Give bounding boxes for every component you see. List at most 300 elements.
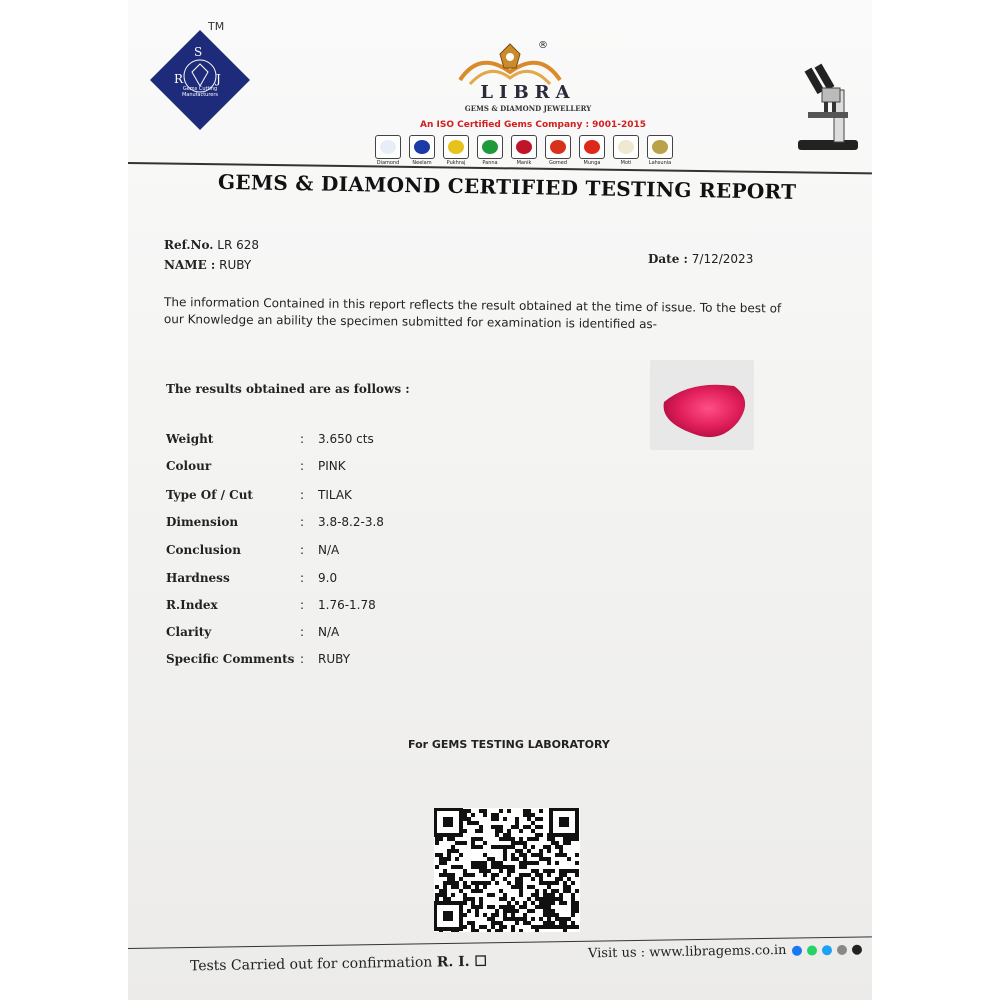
qr-module bbox=[539, 925, 543, 929]
qr-module bbox=[487, 917, 491, 921]
qr-module bbox=[531, 813, 535, 817]
qr-module bbox=[523, 813, 527, 817]
qr-module bbox=[491, 857, 495, 861]
qr-module bbox=[563, 929, 567, 932]
qr-module bbox=[515, 881, 519, 885]
qr-module bbox=[527, 885, 531, 889]
qr-module bbox=[511, 825, 515, 829]
qr-module bbox=[471, 925, 475, 929]
gem-icon-diamond bbox=[373, 135, 403, 166]
ref-value: LR 628 bbox=[217, 238, 260, 252]
qr-module bbox=[511, 857, 515, 861]
qr-module bbox=[447, 873, 451, 877]
qr-module bbox=[447, 881, 451, 885]
qr-module bbox=[479, 829, 483, 833]
gem-swatch bbox=[375, 135, 401, 159]
rsj-letter-r: R bbox=[174, 72, 184, 86]
qr-module bbox=[455, 849, 459, 853]
qr-module bbox=[535, 853, 539, 857]
qr-module bbox=[479, 837, 483, 841]
gem-icon-pukhraj bbox=[441, 135, 471, 166]
qr-module bbox=[507, 809, 511, 813]
qr-module bbox=[571, 905, 575, 909]
qr-module bbox=[459, 841, 463, 845]
rsj-letter-j: J bbox=[216, 72, 221, 86]
qr-module bbox=[563, 873, 567, 877]
qr-module bbox=[531, 829, 535, 833]
qr-module bbox=[503, 853, 507, 857]
qr-module bbox=[571, 881, 575, 885]
qr-module bbox=[499, 829, 503, 833]
qr-module bbox=[547, 837, 551, 841]
website-text: Visit us : www.libragems.co.in bbox=[587, 942, 787, 962]
qr-module bbox=[475, 865, 479, 869]
qr-module bbox=[491, 873, 495, 877]
qr-module bbox=[451, 877, 455, 881]
brand-name: LIBRA bbox=[480, 82, 576, 103]
qr-module bbox=[519, 929, 523, 932]
qr-module bbox=[471, 845, 475, 849]
qr-module bbox=[491, 817, 495, 821]
qr-module bbox=[559, 869, 563, 873]
qr-module bbox=[515, 877, 519, 881]
qr-module bbox=[455, 881, 459, 885]
qr-module bbox=[443, 857, 447, 861]
qr-module bbox=[539, 881, 543, 885]
qr-module bbox=[463, 901, 467, 905]
qr-module bbox=[443, 893, 447, 897]
qr-module bbox=[471, 837, 475, 841]
qr-module bbox=[523, 861, 527, 865]
qr-module bbox=[559, 873, 563, 877]
qr-module bbox=[491, 825, 495, 829]
qr-module bbox=[547, 893, 551, 897]
qr-module bbox=[547, 921, 551, 925]
qr-module bbox=[483, 869, 487, 873]
qr-module bbox=[479, 925, 483, 929]
qr-module bbox=[539, 825, 543, 829]
qr-module bbox=[491, 921, 495, 925]
qr-module bbox=[507, 845, 511, 849]
qr-module bbox=[511, 837, 515, 841]
qr-module bbox=[559, 845, 563, 849]
qr-module bbox=[563, 853, 567, 857]
qr-module bbox=[503, 877, 507, 881]
qr-module bbox=[471, 861, 475, 865]
qr-module bbox=[527, 837, 531, 841]
qr-module bbox=[519, 893, 523, 897]
qr-module bbox=[515, 909, 519, 913]
qr-module bbox=[499, 825, 503, 829]
qr-module bbox=[543, 857, 547, 861]
trademark: TM bbox=[208, 20, 225, 33]
tests-caption bbox=[190, 954, 487, 975]
qr-module bbox=[495, 861, 499, 865]
gem-icon-moti bbox=[611, 135, 641, 166]
qr-module bbox=[575, 837, 579, 841]
qr-module bbox=[435, 893, 439, 897]
qr-module bbox=[551, 837, 555, 841]
gem-icon-panna bbox=[475, 135, 505, 166]
qr-module bbox=[507, 865, 511, 869]
qr-module bbox=[443, 869, 447, 873]
qr-module bbox=[575, 873, 579, 877]
qr-module bbox=[447, 853, 451, 857]
facebook-icon bbox=[791, 945, 801, 955]
qr-module bbox=[495, 881, 499, 885]
gem-color-dot bbox=[584, 140, 600, 154]
qr-code bbox=[434, 808, 580, 932]
qr-module bbox=[483, 881, 487, 885]
qr-module bbox=[567, 841, 571, 845]
qr-module bbox=[571, 869, 575, 873]
qr-module bbox=[475, 829, 479, 833]
qr-module bbox=[451, 885, 455, 889]
qr-module bbox=[519, 873, 523, 877]
qr-module bbox=[443, 885, 447, 889]
result-separator: : bbox=[300, 625, 305, 640]
qr-module bbox=[567, 869, 571, 873]
qr-module bbox=[503, 925, 507, 929]
qr-module bbox=[499, 837, 503, 841]
qr-module bbox=[435, 853, 439, 857]
result-value: PINK bbox=[318, 459, 346, 474]
qr-module bbox=[439, 861, 443, 865]
result-key: Type Of / Cut bbox=[166, 487, 253, 502]
qr-module bbox=[491, 893, 495, 897]
qr-module bbox=[523, 873, 527, 877]
qr-module bbox=[483, 861, 487, 865]
qr-module bbox=[499, 861, 503, 865]
qr-module bbox=[547, 905, 551, 909]
qr-module bbox=[463, 817, 467, 821]
qr-module bbox=[475, 913, 479, 917]
gem-icon-gomed bbox=[543, 135, 573, 166]
qr-module bbox=[503, 913, 507, 917]
qr-module bbox=[575, 925, 579, 929]
qr-module bbox=[471, 921, 475, 925]
qr-module bbox=[551, 841, 555, 845]
qr-module bbox=[463, 873, 467, 877]
gem-label: Pukhraj bbox=[446, 160, 466, 166]
qr-module bbox=[459, 877, 463, 881]
qr-module bbox=[547, 869, 551, 873]
qr-module bbox=[539, 817, 543, 821]
qr-module bbox=[451, 881, 455, 885]
qr-module bbox=[503, 857, 507, 861]
qr-finder-center bbox=[443, 817, 453, 827]
qr-module bbox=[547, 861, 551, 865]
qr-module bbox=[503, 917, 507, 921]
qr-module bbox=[483, 809, 487, 813]
qr-module bbox=[467, 873, 471, 877]
qr-module bbox=[563, 921, 567, 925]
qr-module bbox=[519, 881, 523, 885]
qr-module bbox=[575, 905, 579, 909]
qr-module bbox=[519, 829, 523, 833]
qr-module bbox=[435, 885, 439, 889]
qr-module bbox=[495, 873, 499, 877]
qr-module bbox=[483, 865, 487, 869]
qr-module bbox=[519, 877, 523, 881]
qr-module bbox=[551, 913, 555, 917]
qr-module bbox=[575, 861, 579, 865]
qr-module bbox=[511, 925, 515, 929]
qr-module bbox=[499, 925, 503, 929]
qr-module bbox=[551, 901, 555, 905]
qr-module bbox=[555, 889, 559, 893]
qr-module bbox=[499, 921, 503, 925]
qr-module bbox=[547, 909, 551, 913]
qr-module bbox=[539, 901, 543, 905]
intro-paragraph: The information Contained in this report reflects the result obtained at the time of issue. To the best of our Knowledge an ability the specimen submitted for examination is identified as- bbox=[163, 295, 782, 332]
website-link bbox=[588, 942, 862, 962]
gem-label: Diamond bbox=[376, 160, 400, 166]
qr-module bbox=[483, 913, 487, 917]
qr-module bbox=[523, 913, 527, 917]
certificate-page bbox=[128, 0, 872, 1000]
qr-module bbox=[511, 845, 515, 849]
gem-label: Neelam bbox=[412, 160, 432, 166]
qr-module bbox=[491, 925, 495, 929]
qr-module bbox=[547, 897, 551, 901]
qr-module bbox=[463, 885, 467, 889]
qr-module bbox=[507, 873, 511, 877]
whatsapp-icon bbox=[807, 945, 817, 955]
qr-module bbox=[559, 917, 563, 921]
qr-module bbox=[527, 861, 531, 865]
qr-module bbox=[547, 849, 551, 853]
qr-module bbox=[539, 873, 543, 877]
qr-module bbox=[567, 837, 571, 841]
qr-module bbox=[563, 885, 567, 889]
qr-module bbox=[519, 865, 523, 869]
qr-module bbox=[507, 837, 511, 841]
qr-module bbox=[539, 917, 543, 921]
qr-module bbox=[519, 861, 523, 865]
qr-module bbox=[479, 809, 483, 813]
qr-module bbox=[447, 857, 451, 861]
qr-module bbox=[451, 865, 455, 869]
qr-module bbox=[543, 905, 547, 909]
ruby-image bbox=[650, 360, 754, 450]
qr-module bbox=[539, 857, 543, 861]
result-separator: : bbox=[300, 432, 305, 446]
qr-module bbox=[467, 921, 471, 925]
qr-module bbox=[575, 889, 579, 893]
qr-module bbox=[575, 909, 579, 913]
gem-swatch bbox=[579, 135, 605, 159]
qr-module bbox=[503, 909, 507, 913]
qr-module bbox=[547, 901, 551, 905]
qr-module bbox=[435, 897, 439, 901]
qr-module bbox=[531, 909, 535, 913]
qr-module bbox=[483, 841, 487, 845]
qr-module bbox=[563, 881, 567, 885]
qr-module bbox=[491, 913, 495, 917]
result-key: Clarity bbox=[166, 625, 212, 640]
result-separator: : bbox=[300, 597, 305, 612]
qr-module bbox=[535, 837, 539, 841]
report-date bbox=[648, 252, 753, 266]
gem-label: Manik bbox=[516, 160, 532, 166]
gem-label: Gomed bbox=[548, 160, 568, 166]
qr-module bbox=[455, 841, 459, 845]
qr-module bbox=[559, 877, 563, 881]
qr-module bbox=[503, 865, 507, 869]
qr-module bbox=[527, 825, 531, 829]
qr-module bbox=[467, 817, 471, 821]
qr-module bbox=[503, 905, 507, 909]
qr-module bbox=[491, 845, 495, 849]
result-value: 3.8-8.2-3.8 bbox=[318, 514, 384, 529]
rsj-logo bbox=[148, 28, 252, 132]
qr-module bbox=[499, 869, 503, 873]
result-key: R.Index bbox=[166, 597, 218, 612]
qr-finder-center bbox=[443, 911, 453, 921]
gem-photo bbox=[650, 360, 754, 450]
qr-module bbox=[523, 865, 527, 869]
qr-module bbox=[575, 869, 579, 873]
tests-text: Tests Carried out for confirmation bbox=[189, 954, 433, 975]
qr-module bbox=[475, 861, 479, 865]
qr-module bbox=[563, 925, 567, 929]
qr-module bbox=[443, 861, 447, 865]
qr-module bbox=[543, 845, 547, 849]
qr-module bbox=[539, 833, 543, 837]
result-key: Hardness bbox=[166, 570, 230, 585]
qr-module bbox=[471, 813, 475, 817]
qr-module bbox=[487, 905, 491, 909]
qr-module bbox=[563, 837, 567, 841]
result-key: Colour bbox=[166, 459, 212, 474]
gem-label: Munga bbox=[583, 160, 601, 166]
gem-icon-lahsunia bbox=[645, 135, 675, 166]
qr-module bbox=[439, 893, 443, 897]
qr-module bbox=[507, 905, 511, 909]
rsj-caption: Gems Cutting Manufacturers bbox=[181, 86, 219, 98]
qr-module bbox=[443, 881, 447, 885]
qr-module bbox=[451, 849, 455, 853]
qr-module bbox=[567, 925, 571, 929]
qr-module bbox=[495, 825, 499, 829]
qr-module bbox=[559, 925, 563, 929]
qr-module bbox=[479, 869, 483, 873]
qr-module bbox=[535, 825, 539, 829]
qr-module bbox=[495, 829, 499, 833]
qr-module bbox=[527, 897, 531, 901]
qr-module bbox=[551, 897, 555, 901]
gem-swatch bbox=[511, 135, 537, 159]
result-separator: : bbox=[300, 652, 305, 667]
qr-module bbox=[535, 929, 539, 932]
qr-module bbox=[539, 853, 543, 857]
qr-module bbox=[471, 821, 475, 825]
qr-module bbox=[507, 881, 511, 885]
gem-swatch bbox=[545, 135, 571, 159]
qr-module bbox=[543, 909, 547, 913]
qr-module bbox=[555, 881, 559, 885]
gem-swatch bbox=[613, 135, 639, 159]
qr-module bbox=[471, 901, 475, 905]
qr-module bbox=[571, 925, 575, 929]
qr-module bbox=[467, 821, 471, 825]
qr-module bbox=[515, 917, 519, 921]
result-separator: : bbox=[300, 514, 305, 529]
qr-finder-center bbox=[559, 817, 569, 827]
qr-module bbox=[475, 909, 479, 913]
qr-module bbox=[575, 853, 579, 857]
result-key: Specific Comments bbox=[166, 652, 295, 667]
qr-module bbox=[523, 905, 527, 909]
qr-module bbox=[475, 885, 479, 889]
qr-module bbox=[507, 829, 511, 833]
qr-module bbox=[439, 857, 443, 861]
qr-module bbox=[539, 905, 543, 909]
qr-module bbox=[491, 865, 495, 869]
qr-module bbox=[543, 901, 547, 905]
qr-module bbox=[471, 929, 475, 932]
gem-color-dot bbox=[652, 140, 668, 154]
microscope-icon bbox=[788, 60, 868, 160]
qr-module bbox=[571, 837, 575, 841]
qr-module bbox=[567, 917, 571, 921]
qr-module bbox=[515, 825, 519, 829]
result-separator: : bbox=[300, 459, 305, 474]
qr-module bbox=[559, 853, 563, 857]
qr-module bbox=[479, 861, 483, 865]
qr-module bbox=[551, 893, 555, 897]
qr-module bbox=[491, 917, 495, 921]
qr-module bbox=[523, 901, 527, 905]
qr-module bbox=[511, 929, 515, 932]
ref-number bbox=[164, 238, 259, 252]
qr-module bbox=[551, 869, 555, 873]
result-value: 1.76-1.78 bbox=[318, 597, 376, 612]
qr-module bbox=[451, 837, 455, 841]
qr-module bbox=[511, 905, 515, 909]
qr-module bbox=[479, 881, 483, 885]
qr-module bbox=[483, 873, 487, 877]
result-separator: : bbox=[300, 543, 305, 558]
qr-module bbox=[527, 873, 531, 877]
qr-module bbox=[495, 865, 499, 869]
result-value: TILAK bbox=[318, 487, 352, 502]
qr-module bbox=[471, 873, 475, 877]
qr-module bbox=[531, 821, 535, 825]
qr-module bbox=[495, 909, 499, 913]
qr-module bbox=[463, 881, 467, 885]
instagram-icon bbox=[852, 944, 862, 954]
qr-module bbox=[471, 905, 475, 909]
qr-module bbox=[535, 869, 539, 873]
qr-module bbox=[543, 925, 547, 929]
qr-module bbox=[475, 881, 479, 885]
qr-module bbox=[543, 893, 547, 897]
qr-module bbox=[571, 913, 575, 917]
qr-module bbox=[451, 893, 455, 897]
qr-module bbox=[551, 881, 555, 885]
background-left bbox=[0, 0, 128, 1000]
qr-module bbox=[503, 837, 507, 841]
registered-mark: ® bbox=[538, 40, 548, 51]
qr-module bbox=[531, 925, 535, 929]
qr-module bbox=[531, 885, 535, 889]
qr-module bbox=[523, 809, 527, 813]
qr-module bbox=[475, 905, 479, 909]
qr-module bbox=[511, 853, 515, 857]
qr-module bbox=[527, 921, 531, 925]
